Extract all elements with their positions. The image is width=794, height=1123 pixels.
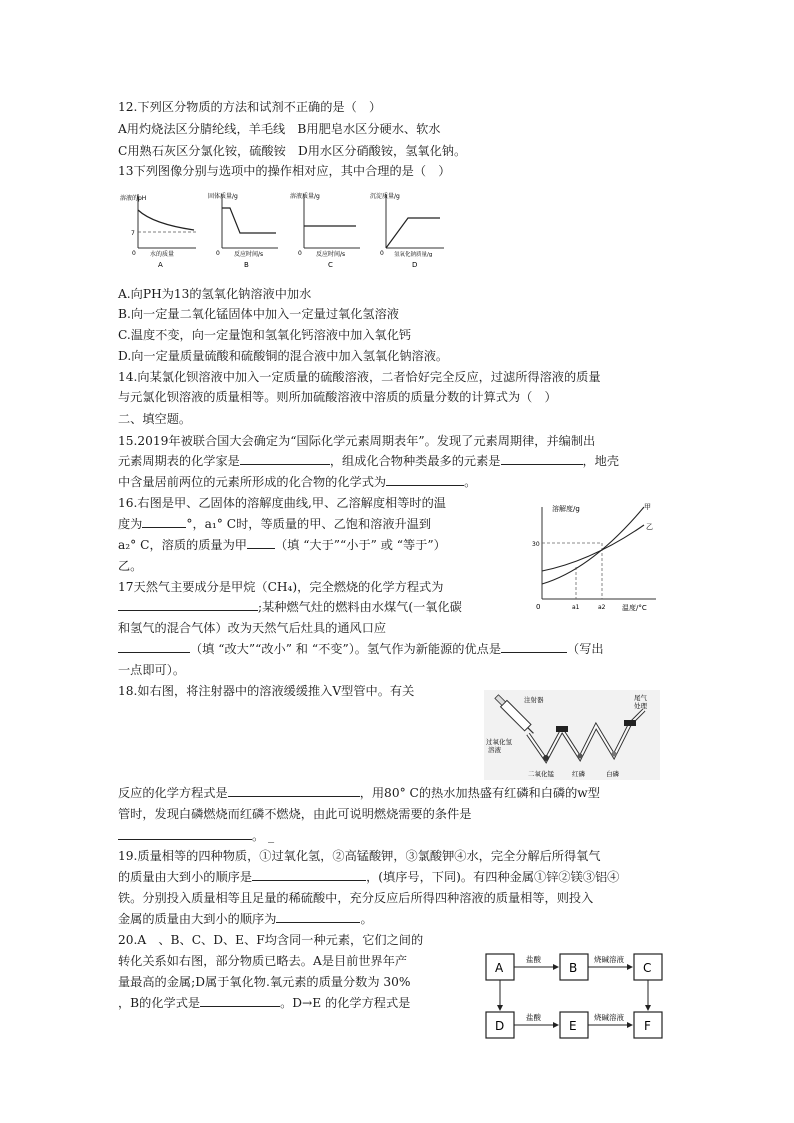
q17-blank-vent[interactable] (118, 641, 190, 653)
graph-c-xlabel: 反应时间/s (316, 251, 346, 258)
q18-label-tail2: 处理 (634, 702, 647, 710)
graph-a (120, 194, 196, 269)
q13-option-b: B.向一定量二氧化锰固体中加入一定量过氧化氢溶液 (118, 307, 399, 321)
q16-chart-series-yi: 乙 (646, 523, 653, 531)
graph-a-xlabel: 水的质量 (150, 251, 175, 258)
q19-blank-oxygen-order[interactable] (252, 869, 366, 881)
graph-d-letter: D (412, 261, 418, 269)
q16-chart-ylabel: 溶解度/g (552, 505, 580, 513)
graph-b-xlabel: 反应时间/s (234, 251, 264, 258)
graph-a-origin: 0 (132, 250, 136, 257)
q18-blank-condition[interactable] (118, 828, 252, 840)
q13-option-a: A.向PH为13的氢氧化钠溶液中加水 (118, 287, 312, 301)
graph-b (208, 192, 278, 269)
node-e-label: E (569, 1019, 577, 1033)
q19-line1: 19.质量相等的四种物质，①过氧化氢，②高锰酸钾，③氯酸钾④水，完全分解后所得氧气 (118, 849, 601, 863)
arrow-label-acid-1: 盐酸 (526, 955, 541, 964)
node-b-label: B (569, 961, 578, 975)
q15-blank-element[interactable] (501, 453, 583, 465)
q16-chart-xlabel: 温度/°C (622, 604, 647, 612)
q16-line2: 度为 °，a₁° C时，等质量的甲、乙饱和溶液升温到 (118, 517, 432, 531)
graph-a-letter: A (158, 261, 163, 269)
q18-blank-equation[interactable] (228, 785, 360, 797)
q18-label-h2o2b: 溶液 (488, 746, 501, 754)
q16-line1: 16.右图是甲、乙固体的溶解度曲线,甲、乙溶解度相等时的温 (118, 496, 446, 510)
graph-c-letter: C (328, 261, 333, 269)
q19-line3: 铁。分别投入质量相等且足量的稀硫酸中，充分反应后所得四种溶液的质量相等，则投入 (118, 891, 594, 905)
arrow-label-base-1: 烧碱溶液 (594, 955, 624, 964)
q13-stem: 13下列图像分别与选项中的操作相对应，其中合理的是（ ） (118, 164, 451, 178)
graph-a-ylabel: 溶液的pH (120, 195, 147, 202)
q18-label-whitep: 白磷 (606, 770, 619, 778)
graph-a-mark: 7 (131, 230, 135, 237)
q16-line4: 乙。 (118, 559, 143, 573)
curve-jia (542, 507, 644, 584)
q13-option-c: C.温度不变，向一定量饱和氢氧化钙溶液中加入氧化钙 (118, 328, 412, 342)
q18-line2: 反应的化学方程式是 ，用80° C的热水加热盛有红磷和白磷的w型 (118, 786, 600, 800)
q20-line1: 20.A 、B、C、D、E、F均含同一种元素，它们之间的 (118, 933, 424, 947)
q18-line1: 18.如右图，将注射器中的溶液缓缓推入V型管中。有关 (118, 684, 415, 698)
q13-graphs (118, 188, 448, 270)
q18-line4: 。 _ (118, 828, 274, 845)
graph-c-origin: 0 (298, 250, 302, 257)
q16-line3: a₂° C，溶质的质量为甲 （填 “大于”“小于” 或 “等于”） (118, 538, 446, 552)
q18-line3: 管时，发现白磷燃烧而红磷不燃烧，由此可说明燃烧需要的条件是 (118, 807, 472, 821)
q15-line1: 15.2019年被联合国大会确定为“国际化学元素周期表年”。发现了元素周期律，并编制出 (118, 434, 596, 448)
q16-blank-compare[interactable] (247, 537, 275, 549)
q16-chart-a1: a1 (572, 604, 580, 611)
curve-yi (542, 525, 644, 571)
q15-blank-formula[interactable] (386, 474, 464, 486)
q20-blank-b-formula[interactable] (200, 995, 280, 1007)
q12-options-ab: A用灼烧法区分腈纶线，羊毛线 B用肥皂水区分硬水、软水 (118, 122, 441, 136)
q16-chart-a2: a2 (598, 604, 606, 611)
q17-line4: （填 “改大”“改小” 和 “不变”）。氢气作为新能源的优点是 （写出 (118, 641, 604, 658)
q16-chart-y30: 30 (532, 541, 540, 548)
q17-blank-advantage[interactable] (501, 641, 567, 653)
graph-d-ylabel: 沉淀质量/g (370, 193, 400, 200)
q20-conversion-diagram (482, 946, 668, 1042)
arrow-label-base-2: 烧碱溶液 (594, 1013, 624, 1022)
q14-line2: 与元氯化钡溶液的质量相等。则所加硫酸溶液中溶质的质量分数的计算式为（ ） (118, 390, 557, 404)
q17-line3: 和氢气的混合气体）改为天然气后灶具的通风口应 (118, 621, 387, 635)
q17-line2: ;某种燃气灶的燃料由水煤气(一氧化碳 (118, 599, 462, 616)
q18-label-h2o2a: 过氧化氢 (486, 738, 512, 746)
graph-b-ylabel: 固体质量/g (208, 193, 238, 200)
q13-option-d: D.向一定量质量硫酸和硫酸铜的混合液中加入氢氧化钠溶液。 (118, 349, 449, 363)
q17-line1: 17天然气主要成分是甲烷（CH₄)，完全燃烧的化学方程式为 (118, 580, 444, 594)
node-d-label: D (495, 1019, 505, 1033)
section-2-heading: 二、填空题。 (118, 412, 192, 426)
graph-d-xlabel: 氢氧化钠质量/g (394, 252, 433, 258)
q16-solubility-chart (532, 499, 662, 617)
q18-label-tail1: 尾气 (634, 694, 647, 702)
q15-line2: 元素周期表的化学家是 ，组成化合物种类最多的元素是 ，地壳 (118, 454, 620, 468)
graph-c (290, 192, 360, 269)
q12-stem: 12.下列区分物质的方法和试剂不正确的是（ ） (118, 100, 382, 114)
q20-line2: 转化关系如右图，部分物质已略去。A是目前世界年产 (118, 954, 408, 968)
q17-line5: 一点即可）。 (118, 663, 186, 677)
node-c-label: C (643, 961, 652, 975)
q15-line3: 中含量居前两位的元素所形成的化合物的化学式为 。 (118, 475, 477, 489)
q20-line4: ，B的化学式是 。D→E 的化学方程式是 (118, 996, 411, 1010)
q18-apparatus (484, 690, 660, 780)
graph-d (370, 192, 444, 269)
q20-line3: 量最高的金属;D属于氧化物.氧元素的质量分数为 30% (118, 975, 411, 989)
graph-b-origin: 0 (216, 250, 220, 257)
q16-chart-origin: 0 (536, 603, 541, 611)
graph-b-letter: B (244, 261, 249, 269)
q18-label-syringe: 注射器 (524, 696, 544, 704)
q12-options-cd: C用熟石灰区分氯化铵，硫酸铵 D用水区分硝酸铵，氢氧化钠。 (118, 144, 467, 158)
q16-chart-series-jia: 甲 (644, 503, 651, 511)
q18-label-mno2: 二氧化锰 (528, 770, 554, 778)
q15-blank-chemist[interactable] (240, 453, 330, 465)
graph-d-origin: 0 (380, 250, 384, 257)
q18-label-redp: 红磷 (572, 770, 585, 778)
q17-blank-equation[interactable] (118, 599, 258, 611)
q19-line2: 的质量由大到小的顺序是 ，(填序号，下同)。有四种金属①锌②镁③铝④ (118, 870, 620, 884)
q19-line4: 金属的质量由大到小的顺序为 。 (118, 912, 373, 926)
q19-blank-metal-order[interactable] (276, 911, 360, 923)
graph-c-ylabel: 溶液质量/g (290, 193, 320, 200)
q14-line1: 14.向某氯化钡溶液中加入一定质量的硫酸溶液，二者恰好完全反应，过滤所得溶液的质量 (118, 370, 601, 384)
node-f-label: F (644, 1019, 651, 1033)
node-a-label: A (495, 961, 504, 975)
arrow-label-acid-2: 盐酸 (526, 1013, 541, 1022)
q16-blank-temp[interactable] (142, 516, 186, 528)
